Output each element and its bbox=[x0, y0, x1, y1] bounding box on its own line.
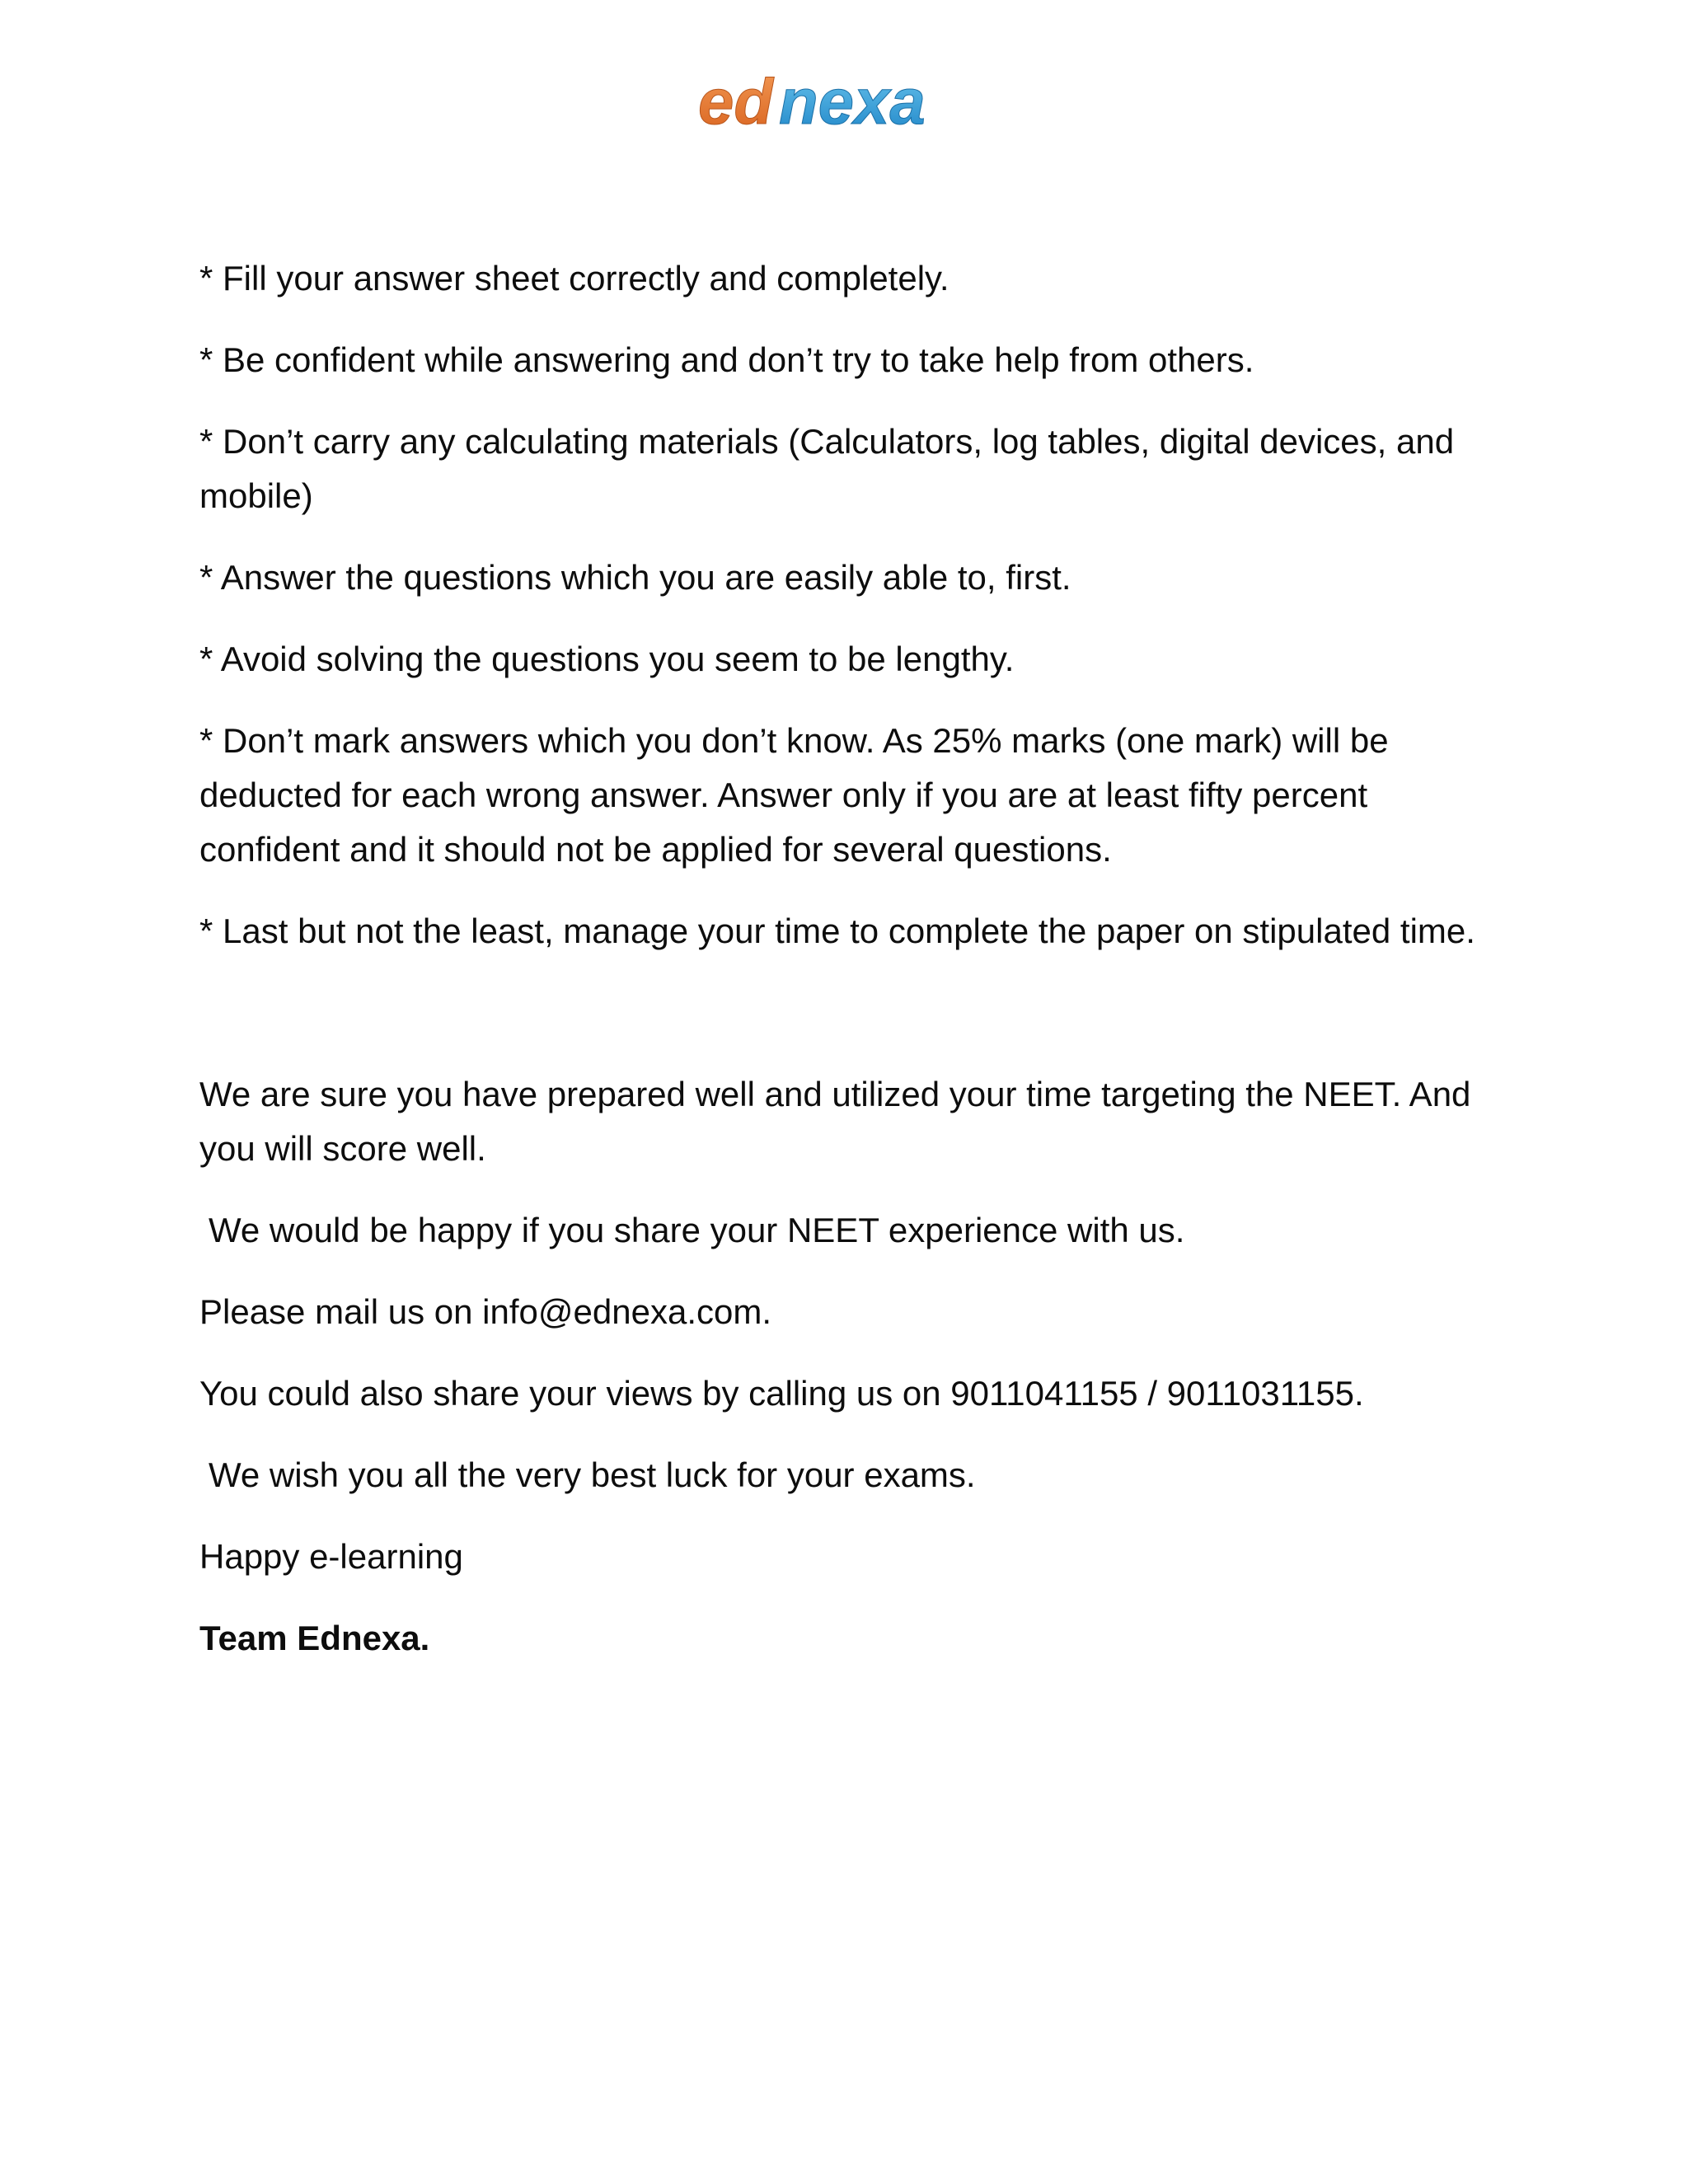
closing-call: You could also share your views by calling us on 9011041155 / 9011031155. bbox=[199, 1374, 1364, 1413]
closing-share: We would be happy if you share your NEET experience with us. bbox=[209, 1211, 1185, 1249]
closing-luck: We wish you all the very best luck for your exams. bbox=[209, 1455, 976, 1494]
closing-happy: Happy e-learning bbox=[199, 1537, 463, 1576]
instruction-item: * Fill your answer sheet correctly and completely. bbox=[199, 259, 950, 298]
document-body bbox=[199, 251, 1502, 1693]
closing-wish: We are sure you have prepared well and utilized your time targeting the NEET. And you will score well. bbox=[199, 1075, 1471, 1168]
ednexa-logo bbox=[696, 64, 944, 147]
closing-mail: Please mail us on info@ednexa.com. bbox=[199, 1292, 772, 1331]
instruction-item: * Last but not the least, manage your time to complete the paper on stipulated time. bbox=[199, 912, 1475, 950]
signoff-team: Team Ednexa. bbox=[199, 1619, 430, 1657]
logo-text-nexa: nexa bbox=[779, 65, 926, 138]
instruction-item: * Be confident while answering and don’t try to take help from others. bbox=[199, 340, 1254, 379]
instruction-item: * Answer the questions which you are easily able to, first. bbox=[199, 558, 1071, 597]
section-spacer bbox=[199, 986, 1502, 1067]
instruction-item: * Don’t mark answers which you don’t know. As 25% marks (one mark) will be deducted for each wrong answer. Answer only if you are at least fifty percent confident and it should not be applied for several questions. bbox=[199, 721, 1389, 869]
instruction-item: * Avoid solving the questions you seem to be lengthy. bbox=[199, 640, 1015, 678]
instruction-item: * Don’t carry any calculating materials (Calculators, log tables, digital devices, and mobile) bbox=[199, 422, 1455, 515]
logo-text-ed: ed bbox=[698, 65, 774, 138]
